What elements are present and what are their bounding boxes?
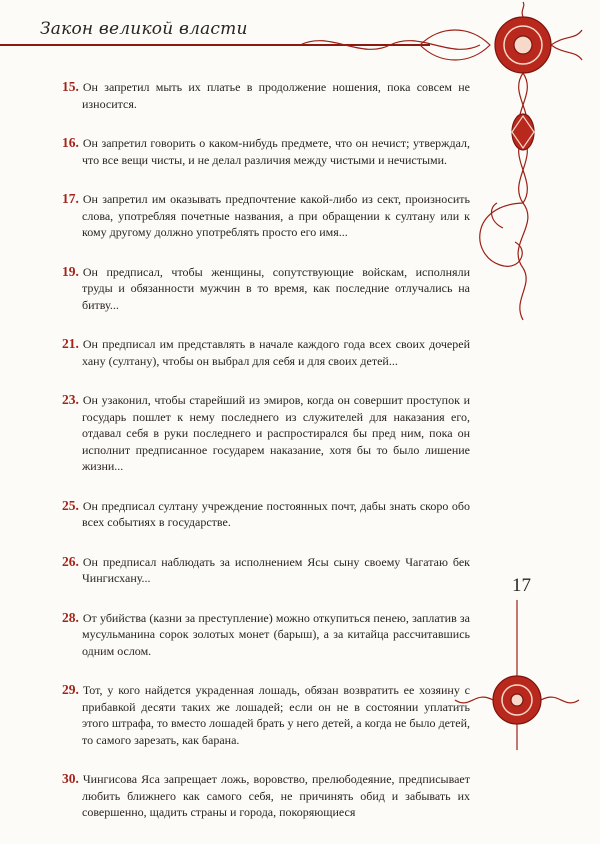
law-text: Чингисова Яса запрещает ложь, воровство, прелюбодеяние, предписывает любить ближнего как самого себя, не причинять обид и забывать их совершенно, щадить страны и города, покоряющиеся — [82, 772, 470, 819]
running-header-title: Закон великой власти — [40, 19, 248, 39]
law-item — [62, 498, 470, 531]
law-number: 15. — [62, 79, 79, 94]
law-number: 16. — [62, 135, 79, 150]
law-item — [62, 771, 470, 821]
law-number: 17. — [62, 191, 79, 206]
law-item — [62, 336, 470, 369]
law-text: Он предписал султану учреждение постоянных почт, дабы знать скоро обо всех событиях в государстве. — [82, 498, 470, 529]
law-text: Он предписал им представлять в начале каждого года всех своих дочерей хану (султану), чтобы он выбрал для себя и для своих детей... — [82, 337, 470, 368]
law-number: 28. — [62, 609, 79, 625]
law-number: 21. — [62, 336, 79, 351]
header-rule — [0, 44, 430, 46]
law-item — [62, 392, 470, 475]
law-item — [62, 554, 470, 587]
law-number: 26. — [62, 553, 79, 569]
law-text: Он предписал наблюдать за исполнением Ясы сыну своему Чагатаю бек Чингисхану... — [82, 554, 470, 585]
law-item — [62, 610, 470, 660]
law-text: От убийства (казни за преступление) можно откупиться пенею, заплатив за мусульманина сорок золотых монет (барыш), а за китайца рассчитавшись одним ослом. — [82, 610, 470, 658]
law-text: Он запретил им оказывать предпочтение какой-либо из сект, произносить слова, употребляя почетные названия, а при обращении к султану или к кому другому должно употреблять просто его имя... — [82, 192, 470, 239]
law-item — [62, 79, 470, 112]
law-item — [62, 191, 470, 241]
law-item — [62, 264, 470, 314]
law-text: Он запретил говорить о каком-нибудь предмете, что он нечист; утверждал, что все вещи чисты, и не делал различия между чистыми и нечистыми. — [82, 136, 470, 167]
law-text: Он узаконил, чтобы старейший из эмиров, когда он совершит проступок и государь пошлет к нему последнего из служителей для наказания его, отдавал себя в руки последнего и распростирался бы пред ним, пока он исполнит предписанное государем наказание, хотя бы то было лишение жизни... — [82, 393, 470, 473]
law-number: 29. — [62, 682, 79, 697]
law-text: Он запретил мыть их платье в продолжение ношения, пока совсем не износится. — [82, 80, 470, 111]
law-number: 30. — [62, 771, 79, 786]
law-item — [62, 682, 470, 748]
law-item — [62, 135, 470, 168]
law-number: 23. — [62, 392, 79, 407]
law-text: Он предписал, чтобы женщины, сопутствующие войскам, исполняли труды и обязанности мужчин в то время, как последние отлучались на битву... — [82, 264, 470, 312]
page-number: 17 — [512, 575, 531, 596]
law-text: Тот, у кого найдется украденная лошадь, обязан возвратить ее хозяину с прибавкой десяти таких же лошадей; если он не в состоянии уплатить этого штрафа, то вместо лошадей брать у него детей, а когда не было детей, то самого зарезать, как барана. — [82, 683, 470, 747]
law-number: 19. — [62, 263, 79, 279]
law-number: 25. — [62, 497, 79, 513]
laws-list — [62, 79, 470, 844]
